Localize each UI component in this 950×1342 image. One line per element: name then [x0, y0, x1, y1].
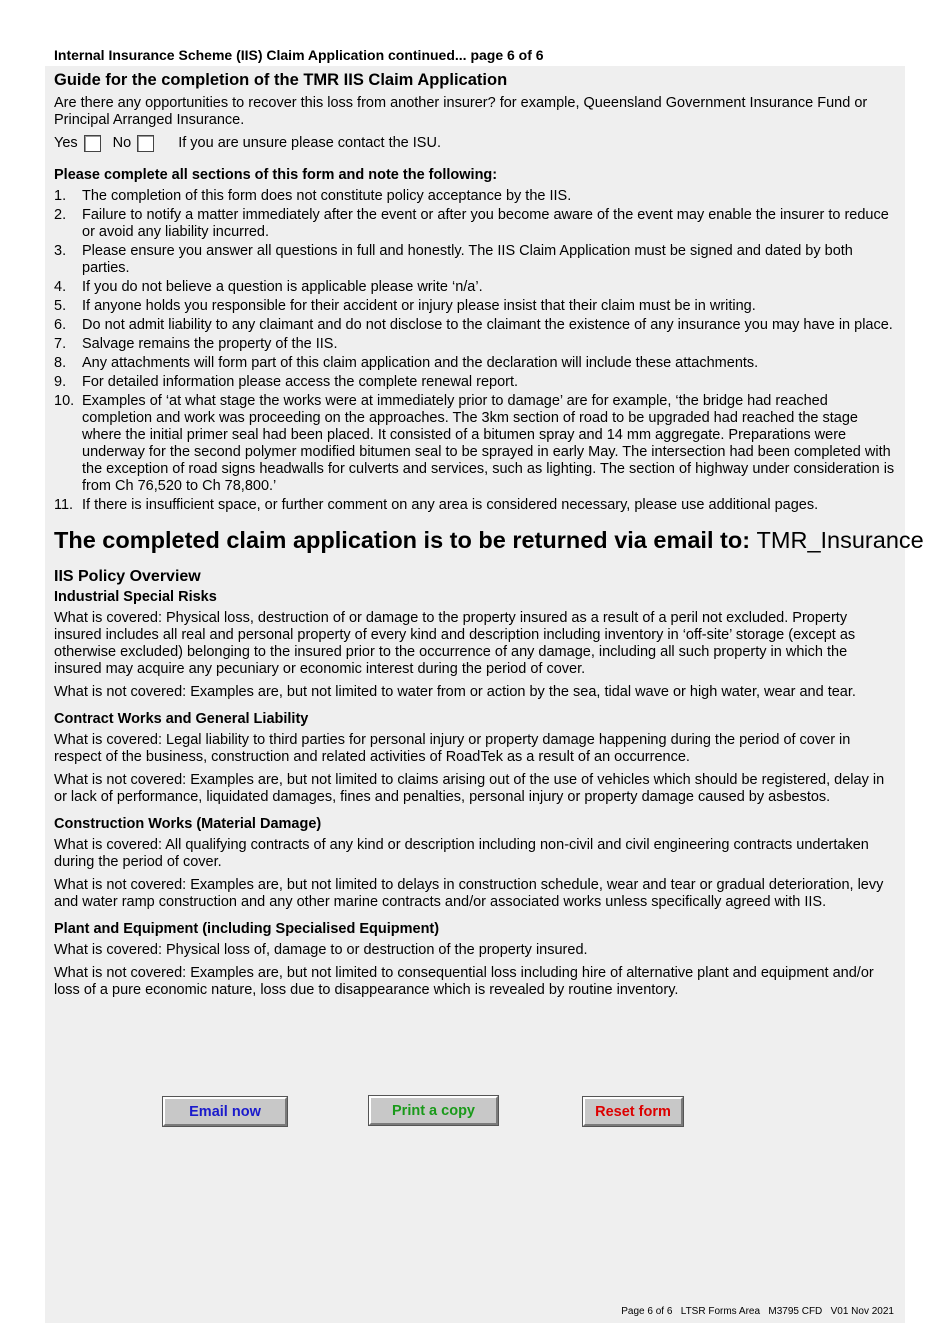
guide-title: Guide for the completion of the TMR IIS Claim Application: [54, 71, 508, 89]
recover-yes-no-row: [54, 135, 896, 152]
section-covered: What is covered: All qualifying contracts of any kind or description including non-civil and civil engineering contracts undertaken during the period of cover.: [54, 837, 869, 870]
email-return-label: The completed claim application is to be returned via email to:: [54, 527, 751, 553]
section-not-covered: What is not covered: Examples are, but not limited to delays in construction schedule, wear and tear or gradual deterioration, levy and water ramp construction and any other marine contracts and/or associated works unless specifically agreed with IIS.: [54, 877, 884, 910]
page-header-title: Internal Insurance Scheme (IIS) Claim Application continued... page 6 of 6: [54, 47, 544, 63]
section-heading: Contract Works and General Liability: [54, 711, 309, 727]
note-item: 1. The completion of this form does not constitute policy acceptance by the IIS.: [54, 188, 572, 204]
reset-form-button[interactable]: Reset form: [583, 1097, 683, 1126]
note-item: 8. Any attachments will form part of this claim application and the declaration will include these attachments.: [54, 355, 759, 371]
section-not-covered: What is not covered: Examples are, but not limited to water from or action by the sea, tidal wave or high water, wear and tear.: [54, 684, 856, 700]
page-footer: Page 6 of 6 LTSR Forms Area M3795 CFD V01 Nov 2021: [621, 1306, 894, 1317]
email-now-button[interactable]: Email now: [163, 1097, 287, 1126]
guide-panel: [45, 66, 924, 1323]
no-checkbox[interactable]: [137, 135, 154, 152]
section-heading: Plant and Equipment (including Specialised Equipment): [54, 921, 440, 937]
section-covered: What is covered: Physical loss, destruction of or damage to the property insured as a result of a peril not excluded. Property insured includes all real and personal property of every kind and description including inventory in ‘off-site’ storage (except as otherwise excluded) belonging to the insured prior to the occurrence of any damage, including all such property in which the insured may acquire any pecuniary or economic interest during the period of cover.: [54, 610, 856, 677]
print-copy-button[interactable]: Print a copy: [369, 1096, 498, 1125]
note-item: 10. Examples of ‘at what stage the works were at immediately prior to damage’ are for example, ‘the bridge had reached completion and work was proceeding on the approaches. The 3km section of road to be upgraded had reached the stage where the initial primer seal had been placed. It consisted of a bitumen spray and 14 mm aggregate. Preparations were underway for the second polymer modified bitumen seal to be sprayed in early May. The intersection had been completed with the exception of road signs headwalls for culverts and services, such as lighting. The section of highway under consideration is from Ch 76,520 to Ch 78,800.’: [54, 393, 895, 494]
yes-label: Yes: [54, 135, 78, 151]
recover-question: Are there any opportunities to recover this loss from another insurer? for example, Queensland Government Insurance Fund or Principal Arranged Insurance.: [54, 95, 868, 128]
email-return-address: TMR_Insurance: [756, 527, 924, 553]
section-heading: Industrial Special Risks: [54, 589, 217, 605]
note-item: 3. Please ensure you answer all questions in full and honestly. The IIS Claim Application must be signed and dated by both parties.: [54, 243, 853, 276]
note-item: 6. Do not admit liability to any claimant and do not disclose to the claimant the existence of any insurance you may have in place.: [54, 317, 893, 333]
section-covered: What is covered: Physical loss of, damage to or destruction of the property insured.: [54, 942, 588, 958]
notes-list: [54, 188, 896, 514]
unsure-text: If you are unsure please contact the ISU.: [178, 135, 441, 151]
note-item: 4. If you do not believe a question is applicable please write ‘n/a’.: [54, 279, 483, 295]
note-item: 5. If anyone holds you responsible for their accident or injury please insist that their claim must be in writing.: [54, 298, 756, 314]
section-covered: What is covered: Legal liability to third parties for personal injury or property damage happening during the period of cover in respect of the business, construction and related activities of RoadTek as a result of an occurrence.: [54, 732, 851, 765]
policy-overview-title: IIS Policy Overview: [54, 568, 201, 585]
instructions-heading: Please complete all sections of this form and note the following:: [54, 167, 498, 183]
note-item: 7. Salvage remains the property of the IIS.: [54, 336, 338, 352]
note-item: 2. Failure to notify a matter immediately after the event or after you become aware of the event may enable the insurer to reduce or avoid any liability incurred.: [54, 207, 889, 240]
section-not-covered: What is not covered: Examples are, but not limited to consequential loss including hire of alternative plant and equipment and/or loss of a pure economic nature, loss due to disappearance which is revealed by routine inventory.: [54, 965, 874, 998]
section-heading: Construction Works (Material Damage): [54, 816, 322, 832]
note-item: 11. If there is insufficient space, or further comment on any area is considered necessary, please use additional pages.: [54, 497, 819, 513]
guide-content: [54, 70, 924, 1005]
no-label: No: [112, 135, 132, 151]
yes-checkbox[interactable]: [84, 135, 101, 152]
email-return-heading: [54, 526, 924, 554]
section-not-covered: What is not covered: Examples are, but not limited to claims arising out of the use of vehicles which should be registered, delay in or lack of performance, liquidated damages, fines and penalties, personal injury or property damage caused by asbestos.: [54, 772, 885, 805]
note-item: 9. For detailed information please access the complete renewal report.: [54, 374, 519, 390]
